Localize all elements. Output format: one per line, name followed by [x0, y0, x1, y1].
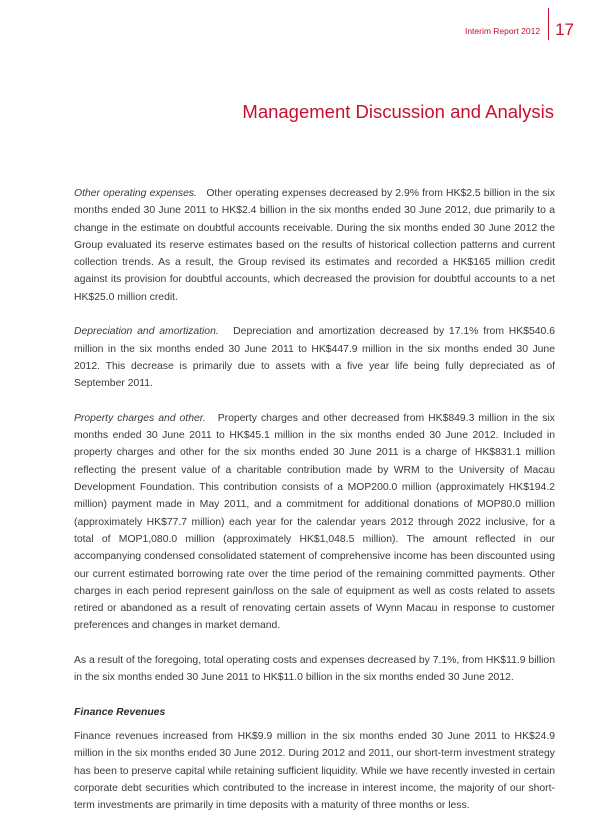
paragraph-lead: Depreciation and amortization. [74, 326, 219, 338]
paragraph-depreciation [74, 323, 555, 392]
report-label: Interim Report 2012 [464, 26, 541, 36]
paragraph-other-operating-expenses [74, 185, 555, 306]
paragraph-text: As a result of the foregoing, total operating costs and expenses decreased by 7.1%, from HK$11.9 billion in the six months ended 30 June 2011 to HK$11.0 billion in the six months ended 30 June 2012. [74, 655, 555, 684]
paragraph-lead: Property charges and other. [74, 412, 206, 424]
page-number: 17 [555, 20, 574, 39]
page-title: Management Discussion and Analysis [242, 101, 554, 122]
paragraph-finance-revenues [74, 728, 555, 814]
paragraph-lead: Other operating expenses. [74, 188, 197, 199]
paragraph-total-operating-costs [74, 652, 555, 687]
section-heading: Finance Revenues [74, 706, 166, 718]
page-header [465, 10, 574, 40]
header-divider [548, 8, 549, 40]
body-content [74, 185, 555, 832]
paragraph-property-charges [74, 410, 555, 635]
paragraph-text: Finance revenues increased from HK$9.9 million in the six months ended 30 June 2011 to HK$24.9 million in the six months ended 30 June 2012. During 2012 and 2011, our short-term investment strategy has been to preserve capital while retaining sufficient liquidity. While we have recently invested in certain corporate debt securities which contributed to the increase in interest income, the majority of our short-term investments are primarily in time deposits with a maturity of three months or less. [74, 730, 555, 812]
paragraph-text: Property charges and other decreased from HK$849.3 million in the six months ended 30 June 2011 to HK$45.1 million in the six months ended 30 June 2012. Included in property charges and other for the six months ended 30 June 2011 is a charge of HK$831.1 million reflecting the present value of a charitable contribution made by WRM to the University of Macau Development Foundation. This contribution consists of a MOP200.0 million (approximately HK$194.2 million) payment made in May 2011, and a commitment for additional donations of MOP80.0 million (approximately HK$77.7 million) each year for the calendar years 2012 through 2022 inclusive, for a total of MOP1,080.0 million (approximately HK$1,048.5 million). The amount reflected in our accompanying condensed consolidated statement of comprehensive income has been discounted using our current estimated borrowing rate over the time period of the remaining committed payments. Other charges in each period represent gain/loss on the sale of equipment as well as costs related to assets retired or abandoned as a result of renovating certain assets of Wynn Macau in response to customer preferences and changes in market demand. [74, 412, 555, 632]
paragraph-text: Other operating expenses decreased by 2.9% from HK$2.5 billion in the six months ended 30 June 2011 to HK$2.4 billion in the six months ended 30 June 2012, due primarily to a change in the estimate on doubtful accounts receivable. During the six months ended 30 June 2012 the Group evaluated its reserve estimates based on the results of historical collection patterns and current collection trends. As a result, the Group revised its estimates and recorded a HK$165 million credit against its provision for doubtful accounts, which decreased the provision for doubtful accounts to a net HK$25.0 million credit. [74, 188, 555, 303]
paragraph-text: Depreciation and amortization decreased by 17.1% from HK$540.6 million in the six months ended 30 June 2011 to HK$447.9 million in the six months ended 30 June 2012. This decrease is primarily due to assets with a five year life being fully depreciated as of September 2011. [74, 326, 555, 390]
